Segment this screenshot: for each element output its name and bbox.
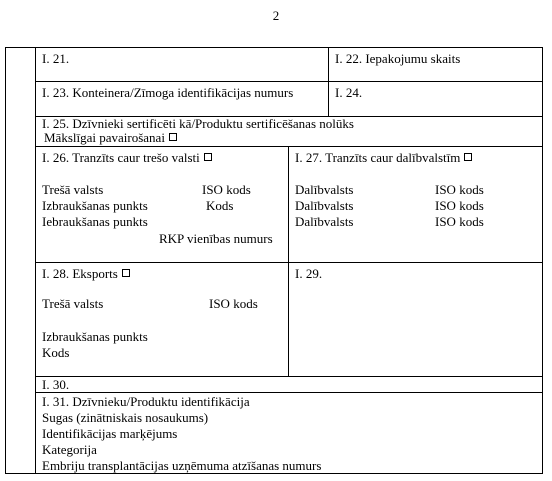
i28-code-label: Kods — [42, 345, 70, 360]
i26-iso-code-label: ISO kods — [202, 182, 251, 197]
box-i28-title: I. 28. Eksports — [42, 266, 118, 281]
checkbox-icon[interactable] — [169, 133, 177, 141]
i31-line: Sugas (zinātniskais nosaukums) — [42, 410, 209, 425]
i27-iso-code-label: ISO kods — [435, 182, 484, 197]
certificate-form — [5, 47, 543, 474]
i26-entry-point-label: Iebraukšanas punkts — [42, 214, 148, 229]
i31-line: Identifikācijas marķējums — [42, 426, 178, 441]
box-i25-option-label: Mākslīgai pavairošanai — [44, 130, 165, 145]
box-i27-title: I. 27. Tranzīts caur dalībvalstīm — [295, 150, 461, 165]
i27-member-state-label: Dalībvalsts — [295, 182, 354, 197]
left-margin-column — [6, 48, 36, 473]
i27-member-state-label: Dalībvalsts — [295, 198, 354, 213]
box-i31-title: I. 31. Dzīvnieku/Produktu identifikācija — [42, 394, 250, 409]
i27-iso-code-label: ISO kods — [435, 198, 484, 213]
box-i21 — [36, 48, 329, 82]
checkbox-icon[interactable] — [464, 153, 472, 161]
box-i24 — [329, 82, 542, 117]
i28-exit-point-label: Izbraukšanas punkts — [42, 329, 148, 344]
box-i22-label: I. 22. Iepakojumu skaits — [335, 51, 461, 66]
i27-member-state-label: Dalībvalsts — [295, 214, 354, 229]
box-i24-label: I. 24. — [335, 85, 363, 100]
i27-iso-code-label: ISO kods — [435, 214, 484, 229]
box-i26-title: I. 26. Tranzīts caur trešo valsti — [42, 150, 200, 165]
box-i22 — [329, 48, 542, 82]
box-i25 — [36, 117, 542, 147]
box-i23 — [36, 82, 329, 117]
checkbox-icon[interactable] — [204, 153, 212, 161]
box-i28-title-row — [42, 266, 130, 281]
box-i28 — [36, 263, 289, 377]
box-i26-title-row — [42, 150, 212, 165]
box-i27 — [289, 147, 542, 263]
box-i31 — [36, 393, 542, 473]
box-i29 — [289, 263, 542, 377]
box-i29-label: I. 29. — [295, 266, 323, 281]
i26-third-country-label: Trešā valsts — [42, 182, 104, 197]
page-number: 2 — [272, 8, 280, 23]
i28-iso-code-label: ISO kods — [209, 296, 258, 311]
i26-exit-point-label: Izbraukšanas punkts — [42, 198, 148, 213]
box-i21-label: I. 21. — [42, 51, 70, 66]
box-i27-title-row — [295, 150, 472, 165]
box-i26 — [36, 147, 289, 263]
box-i30-label: I. 30. — [42, 377, 70, 392]
i31-line: Kategorija — [42, 442, 97, 457]
i26-rkp-unit-label: RKP vienības numurs — [159, 231, 273, 246]
i28-third-country-label: Trešā valsts — [42, 296, 104, 311]
box-i30 — [36, 377, 542, 393]
box-i25-option-row — [42, 131, 542, 145]
box-i25-title: I. 25. Dzīvnieki sertificēti kā/Produktu sertificēšanas nolūks — [42, 116, 354, 131]
i26-code-label: Kods — [206, 198, 234, 213]
checkbox-icon[interactable] — [122, 269, 130, 277]
i31-line: Embriju transplantācijas uzņēmuma atzīšanas numurs — [42, 458, 322, 473]
box-i23-label: I. 23. Konteinera/Zīmoga identifikācijas numurs — [42, 85, 294, 100]
